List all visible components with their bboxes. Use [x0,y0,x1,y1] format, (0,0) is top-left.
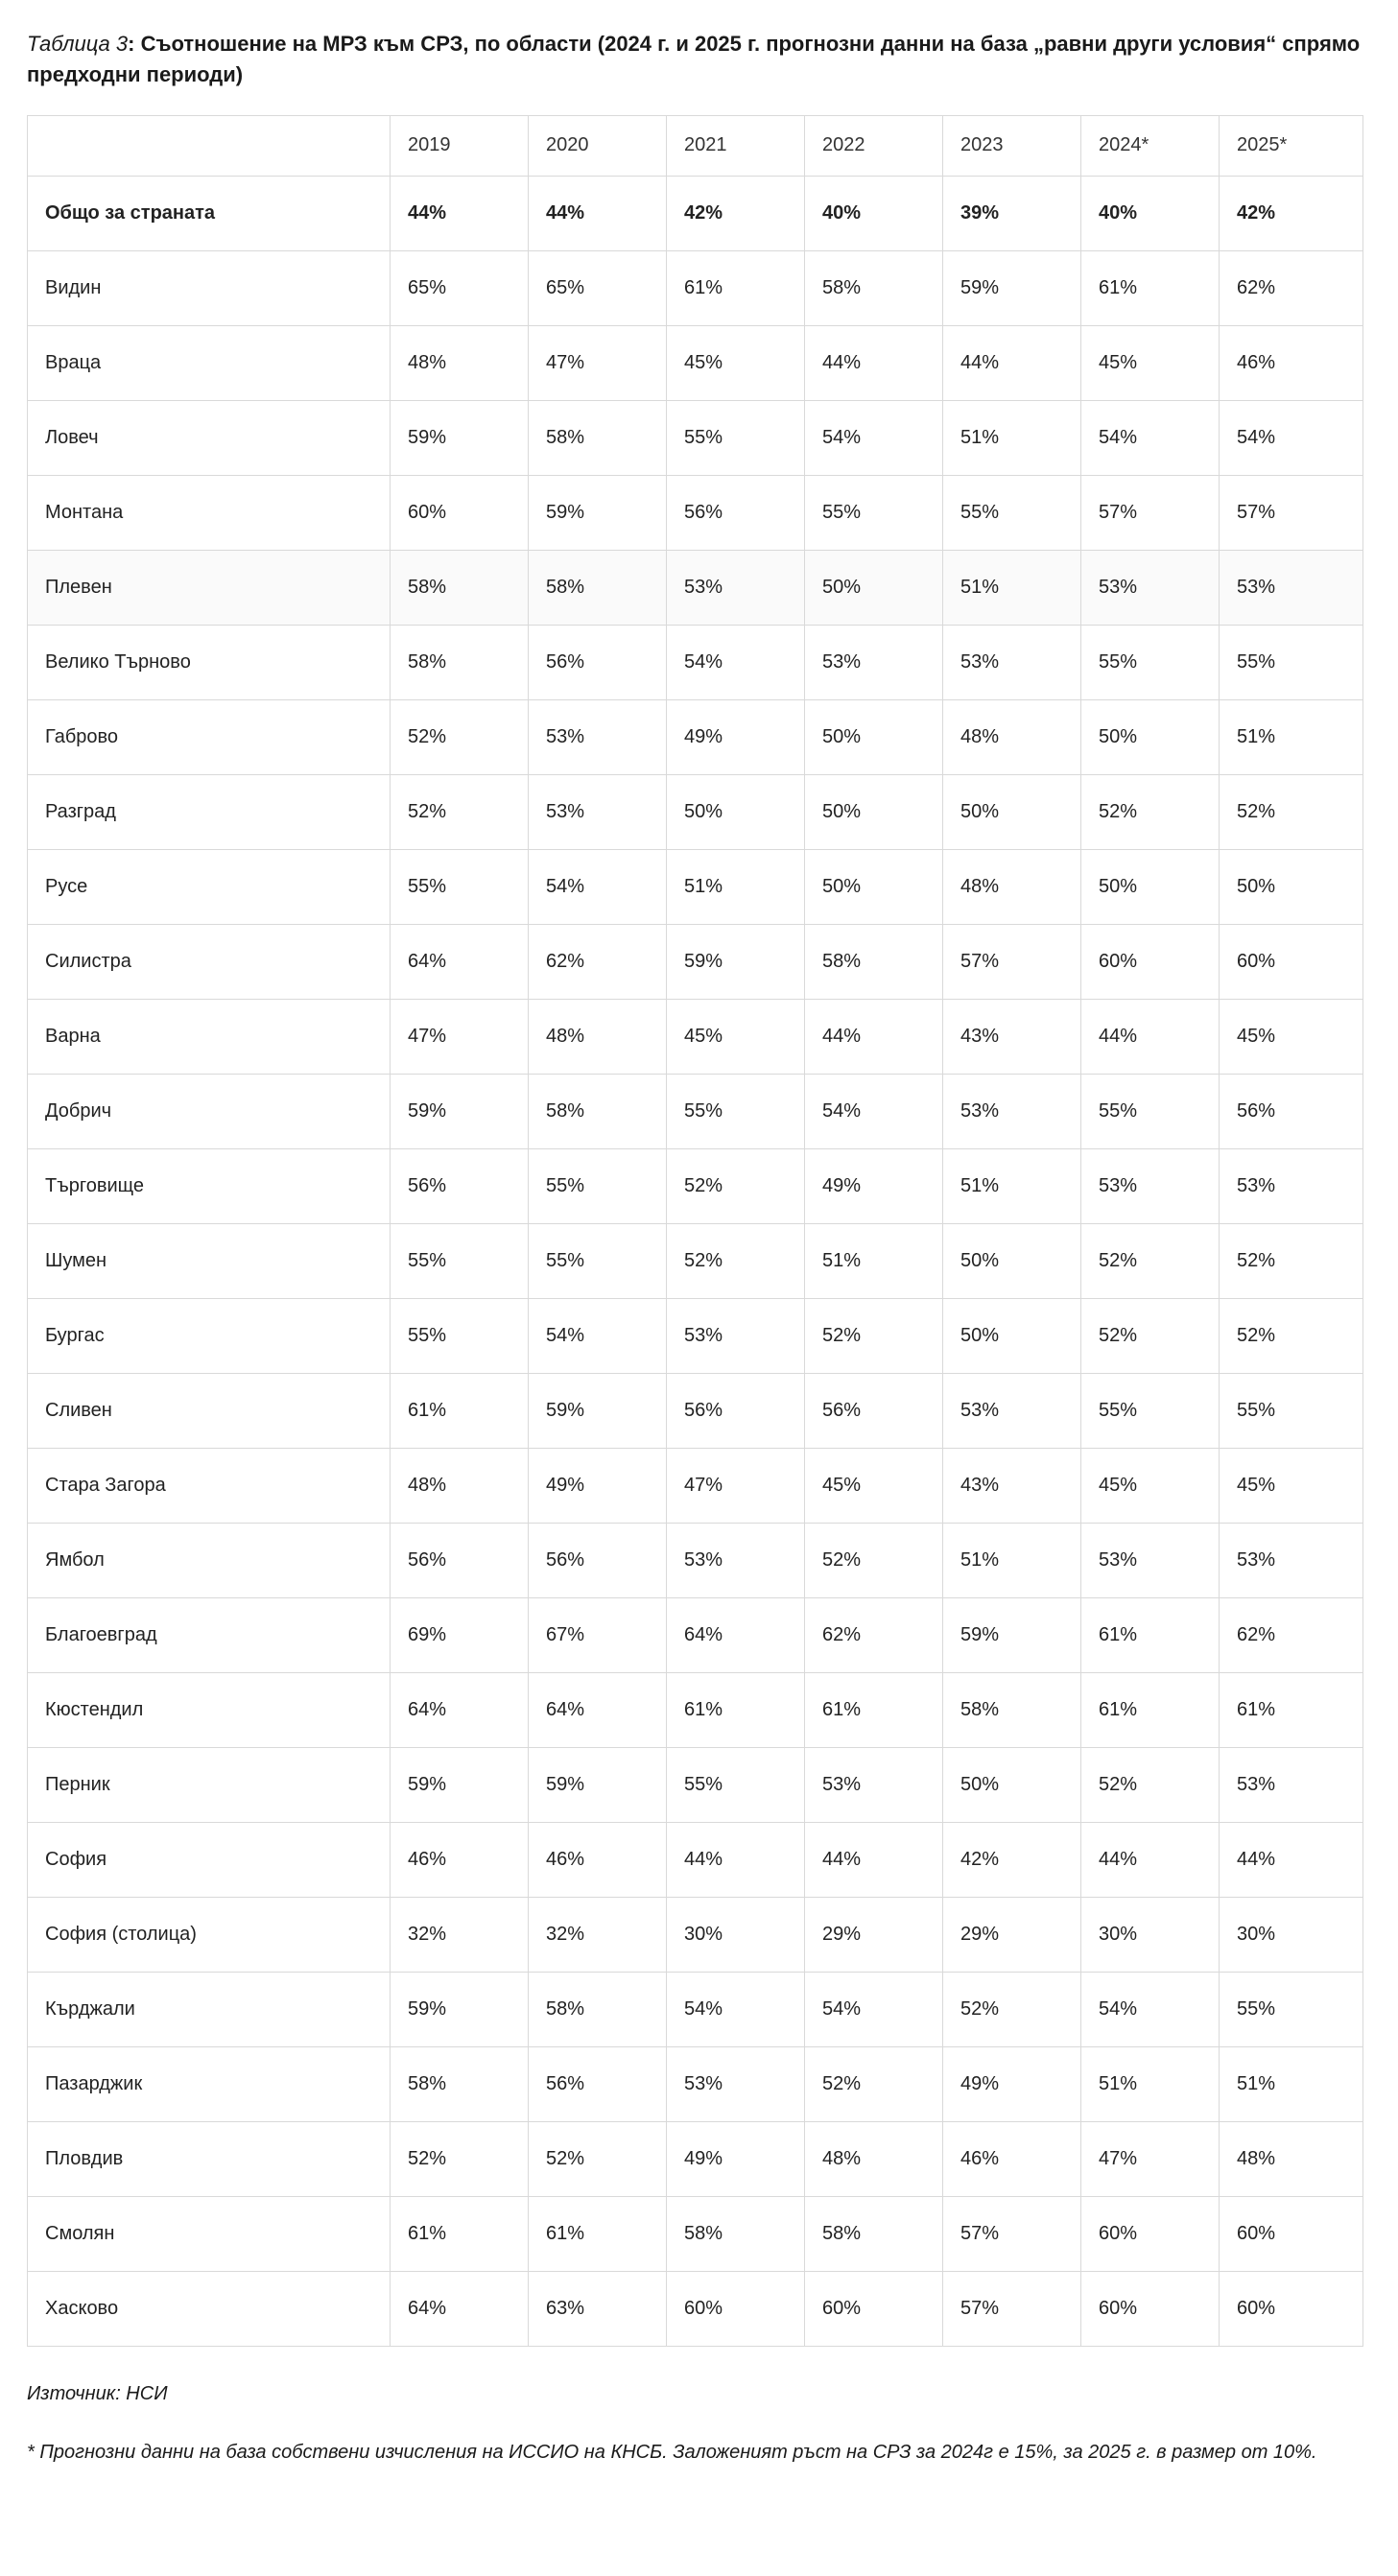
cell-value: 54% [1081,1972,1220,2046]
table-row [28,1672,1363,1747]
cell-value: 40% [1081,176,1220,250]
cell-value: 50% [943,774,1081,849]
cell-value: 48% [391,1448,529,1523]
table-row [28,1074,1363,1148]
cell-value: 58% [529,550,667,625]
cell-value: 58% [391,625,529,699]
cell-value: 53% [1081,1523,1220,1597]
cell-value: 47% [529,325,667,400]
cell-value: 53% [667,550,805,625]
cell-value: 59% [391,400,529,475]
cell-value: 52% [391,2121,529,2196]
row-label: Ямбол [28,1523,391,1597]
cell-value: 55% [391,849,529,924]
row-label: Плевен [28,550,391,625]
cell-value: 53% [529,774,667,849]
cell-value: 52% [1081,774,1220,849]
cell-value: 44% [805,325,943,400]
cell-value: 51% [943,1148,1081,1223]
cell-value: 50% [805,849,943,924]
cell-value: 51% [943,400,1081,475]
row-label: Видин [28,250,391,325]
cell-value: 48% [943,699,1081,774]
cell-value: 55% [667,1747,805,1822]
forecast-note: * Прогнозни данни на база собствени изчисления на ИССИО на КНСБ. Заложеният ръст на СРЗ за 2024г е 15%, за 2025 г. в размер от 10%. [27,2441,1317,2463]
cell-value: 52% [1081,1747,1220,1822]
cell-value: 59% [391,1747,529,1822]
cell-value: 61% [1081,250,1220,325]
table-head [28,115,1363,176]
cell-value: 64% [391,2271,529,2346]
cell-value: 52% [805,1523,943,1597]
cell-value: 55% [1220,1373,1363,1448]
cell-value: 52% [805,1298,943,1373]
cell-value: 49% [667,699,805,774]
cell-value: 53% [667,1298,805,1373]
cell-value: 52% [529,2121,667,2196]
cell-value: 29% [805,1897,943,1972]
cell-value: 59% [943,250,1081,325]
cell-value: 45% [1081,325,1220,400]
cell-value: 40% [805,176,943,250]
cell-value: 45% [667,325,805,400]
cell-value: 53% [1081,550,1220,625]
cell-value: 53% [943,1373,1081,1448]
cell-value: 49% [805,1148,943,1223]
cell-value: 55% [391,1223,529,1298]
cell-value: 62% [1220,250,1363,325]
row-label: Кърджали [28,1972,391,2046]
cell-value: 61% [1081,1672,1220,1747]
cell-value: 60% [1220,2271,1363,2346]
cell-value: 53% [667,2046,805,2121]
cell-value: 51% [943,1523,1081,1597]
cell-value: 56% [1220,1074,1363,1148]
cell-value: 44% [1220,1822,1363,1897]
cell-value: 44% [1081,1822,1220,1897]
cell-value: 57% [943,2271,1081,2346]
cell-value: 58% [391,2046,529,2121]
cell-value: 46% [943,2121,1081,2196]
cell-value: 65% [529,250,667,325]
cell-value: 57% [1220,475,1363,550]
table-row [28,2046,1363,2121]
cell-value: 48% [1220,2121,1363,2196]
table-row [28,2196,1363,2271]
cell-value: 51% [943,550,1081,625]
cell-value: 55% [943,475,1081,550]
row-label: Стара Загора [28,1448,391,1523]
cell-value: 47% [667,1448,805,1523]
row-label: Перник [28,1747,391,1822]
row-label: Монтана [28,475,391,550]
table-row [28,1373,1363,1448]
cell-value: 53% [805,1747,943,1822]
cell-value: 45% [667,999,805,1074]
cell-value: 44% [805,999,943,1074]
cell-value: 52% [391,699,529,774]
cell-value: 61% [391,1373,529,1448]
cell-value: 64% [391,924,529,999]
cell-value: 59% [943,1597,1081,1672]
cell-value: 55% [1220,1972,1363,2046]
cell-value: 59% [391,1972,529,2046]
cell-value: 51% [1220,2046,1363,2121]
cell-value: 54% [529,1298,667,1373]
row-label: Велико Търново [28,625,391,699]
cell-value: 53% [943,1074,1081,1148]
cell-value: 60% [667,2271,805,2346]
source-note: Източник: НСИ [27,2382,168,2404]
row-label: Благоевград [28,1597,391,1672]
table-row [28,250,1363,325]
cell-value: 54% [667,1972,805,2046]
table-row [28,1523,1363,1597]
row-label: Добрич [28,1074,391,1148]
cell-value: 52% [667,1223,805,1298]
cell-value: 64% [529,1672,667,1747]
cell-value: 52% [1220,1298,1363,1373]
cell-value: 53% [1220,1747,1363,1822]
cell-value: 56% [805,1373,943,1448]
cell-value: 55% [529,1148,667,1223]
cell-value: 47% [1081,2121,1220,2196]
cell-value: 59% [529,1373,667,1448]
table-caption-label: Таблица 3 [27,32,129,56]
table-row [28,550,1363,625]
cell-value: 55% [529,1223,667,1298]
table-caption-text: : Съотношение на МРЗ към СРЗ, по области (2024 г. и 2025 г. прогнозни данни на база „равни други условия“ спрямо предходни периоди) [27,32,1361,86]
cell-value: 30% [1220,1897,1363,1972]
cell-value: 50% [943,1298,1081,1373]
cell-value: 61% [1220,1672,1363,1747]
column-header-2023: 2023 [943,115,1081,176]
table-row [28,1747,1363,1822]
cell-value: 51% [667,849,805,924]
cell-value: 55% [667,1074,805,1148]
cell-value: 62% [805,1597,943,1672]
cell-value: 48% [529,999,667,1074]
cell-value: 54% [805,400,943,475]
cell-value: 52% [1220,774,1363,849]
cell-value: 52% [943,1972,1081,2046]
cell-value: 56% [529,625,667,699]
cell-value: 45% [805,1448,943,1523]
column-header-2020: 2020 [529,115,667,176]
cell-value: 48% [805,2121,943,2196]
cell-value: 46% [1220,325,1363,400]
cell-value: 55% [1081,1074,1220,1148]
cell-value: 53% [943,625,1081,699]
cell-value: 56% [667,475,805,550]
table-row [28,1972,1363,2046]
cell-value: 45% [1081,1448,1220,1523]
row-label: Русе [28,849,391,924]
table-row [28,325,1363,400]
cell-value: 54% [1220,400,1363,475]
cell-value: 55% [1220,625,1363,699]
cell-value: 54% [805,1074,943,1148]
row-label: Разград [28,774,391,849]
cell-value: 55% [667,400,805,475]
cell-value: 58% [529,400,667,475]
cell-value: 45% [1220,999,1363,1074]
cell-value: 53% [1220,1148,1363,1223]
cell-value: 58% [529,1074,667,1148]
cell-value: 60% [1081,924,1220,999]
cell-value: 46% [391,1822,529,1897]
cell-value: 50% [1220,849,1363,924]
cell-value: 42% [943,1822,1081,1897]
cell-value: 53% [667,1523,805,1597]
cell-value: 50% [943,1747,1081,1822]
cell-value: 53% [1220,1523,1363,1597]
cell-value: 61% [667,250,805,325]
cell-value: 50% [805,699,943,774]
table-row [28,1298,1363,1373]
row-label: Силистра [28,924,391,999]
cell-value: 53% [1081,1148,1220,1223]
cell-value: 63% [529,2271,667,2346]
cell-value: 57% [943,2196,1081,2271]
cell-value: 45% [1220,1448,1363,1523]
cell-value: 43% [943,999,1081,1074]
cell-value: 52% [391,774,529,849]
cell-value: 62% [529,924,667,999]
cell-value: 61% [1081,1597,1220,1672]
cell-value: 58% [805,2196,943,2271]
cell-value: 53% [805,625,943,699]
table-row [28,475,1363,550]
cell-value: 64% [667,1597,805,1672]
cell-value: 54% [805,1972,943,2046]
cell-value: 51% [1081,2046,1220,2121]
cell-value: 49% [943,2046,1081,2121]
row-label: Смолян [28,2196,391,2271]
table-row [28,924,1363,999]
cell-value: 54% [529,849,667,924]
cell-value: 30% [667,1897,805,1972]
cell-value: 57% [943,924,1081,999]
column-header-2019: 2019 [391,115,529,176]
cell-value: 58% [943,1672,1081,1747]
table-row [28,774,1363,849]
cell-value: 50% [805,550,943,625]
cell-value: 55% [1081,625,1220,699]
cell-value: 50% [1081,699,1220,774]
table-header-row [28,115,1363,176]
cell-value: 52% [1081,1223,1220,1298]
cell-value: 61% [667,1672,805,1747]
cell-value: 56% [391,1523,529,1597]
cell-value: 59% [529,1747,667,1822]
cell-value: 67% [529,1597,667,1672]
table-row [28,2271,1363,2346]
cell-value: 46% [529,1822,667,1897]
cell-value: 52% [667,1148,805,1223]
cell-value: 44% [805,1822,943,1897]
cell-value: 52% [1081,1298,1220,1373]
cell-value: 49% [667,2121,805,2196]
cell-value: 60% [391,475,529,550]
row-label: Шумен [28,1223,391,1298]
cell-value: 69% [391,1597,529,1672]
cell-value: 58% [805,250,943,325]
cell-value: 50% [943,1223,1081,1298]
cell-value: 61% [805,1672,943,1747]
cell-value: 56% [667,1373,805,1448]
cell-value: 51% [1220,699,1363,774]
cell-value: 55% [805,475,943,550]
cell-value: 42% [667,176,805,250]
table-row [28,1223,1363,1298]
table-row [28,2121,1363,2196]
column-header-2024: 2024* [1081,115,1220,176]
table-row [28,849,1363,924]
column-header-name [28,115,391,176]
cell-value: 56% [529,2046,667,2121]
table-row [28,1897,1363,1972]
cell-value: 56% [391,1148,529,1223]
column-header-2025: 2025* [1220,115,1363,176]
cell-value: 56% [529,1523,667,1597]
cell-value: 52% [1220,1223,1363,1298]
cell-value: 61% [529,2196,667,2271]
row-label: Пловдив [28,2121,391,2196]
cell-value: 62% [1220,1597,1363,1672]
cell-value: 44% [1081,999,1220,1074]
cell-value: 54% [1081,400,1220,475]
column-header-2022: 2022 [805,115,943,176]
cell-value: 44% [529,176,667,250]
cell-value: 53% [1220,550,1363,625]
cell-value: 58% [667,2196,805,2271]
cell-value: 61% [391,2196,529,2271]
row-label: София (столица) [28,1897,391,1972]
row-label: Кюстендил [28,1672,391,1747]
cell-value: 55% [1081,1373,1220,1448]
ratio-table [27,115,1363,2347]
table-row [28,176,1363,250]
cell-value: 60% [1081,2196,1220,2271]
cell-value: 54% [667,625,805,699]
table-row [28,1148,1363,1223]
row-label: Бургас [28,1298,391,1373]
cell-value: 53% [529,699,667,774]
cell-value: 50% [667,774,805,849]
row-label: Варна [28,999,391,1074]
row-label: София [28,1822,391,1897]
cell-value: 59% [667,924,805,999]
cell-value: 39% [943,176,1081,250]
row-label: Враца [28,325,391,400]
table-row [28,400,1363,475]
row-label: Габрово [28,699,391,774]
cell-value: 64% [391,1672,529,1747]
table-row [28,1448,1363,1523]
cell-value: 43% [943,1448,1081,1523]
table-row [28,699,1363,774]
row-label: Сливен [28,1373,391,1448]
row-label: Хасково [28,2271,391,2346]
cell-value: 44% [943,325,1081,400]
table-row [28,625,1363,699]
cell-value: 60% [1220,924,1363,999]
cell-value: 50% [805,774,943,849]
cell-value: 48% [943,849,1081,924]
cell-value: 48% [391,325,529,400]
cell-value: 49% [529,1448,667,1523]
cell-value: 59% [391,1074,529,1148]
row-label: Общо за страната [28,176,391,250]
cell-value: 58% [529,1972,667,2046]
row-label: Търговище [28,1148,391,1223]
table-row [28,999,1363,1074]
cell-value: 44% [667,1822,805,1897]
cell-value: 32% [529,1897,667,1972]
table-body [28,176,1363,2346]
table-caption [27,29,1375,90]
cell-value: 42% [1220,176,1363,250]
cell-value: 30% [1081,1897,1220,1972]
cell-value: 50% [1081,849,1220,924]
cell-value: 60% [1220,2196,1363,2271]
cell-value: 60% [1081,2271,1220,2346]
row-label: Пазарджик [28,2046,391,2121]
cell-value: 55% [391,1298,529,1373]
row-label: Ловеч [28,400,391,475]
cell-value: 51% [805,1223,943,1298]
cell-value: 65% [391,250,529,325]
cell-value: 29% [943,1897,1081,1972]
cell-value: 47% [391,999,529,1074]
cell-value: 57% [1081,475,1220,550]
table-row [28,1822,1363,1897]
column-header-2021: 2021 [667,115,805,176]
cell-value: 59% [529,475,667,550]
cell-value: 58% [391,550,529,625]
cell-value: 44% [391,176,529,250]
cell-value: 52% [805,2046,943,2121]
table-row [28,1597,1363,1672]
cell-value: 32% [391,1897,529,1972]
cell-value: 58% [805,924,943,999]
cell-value: 60% [805,2271,943,2346]
